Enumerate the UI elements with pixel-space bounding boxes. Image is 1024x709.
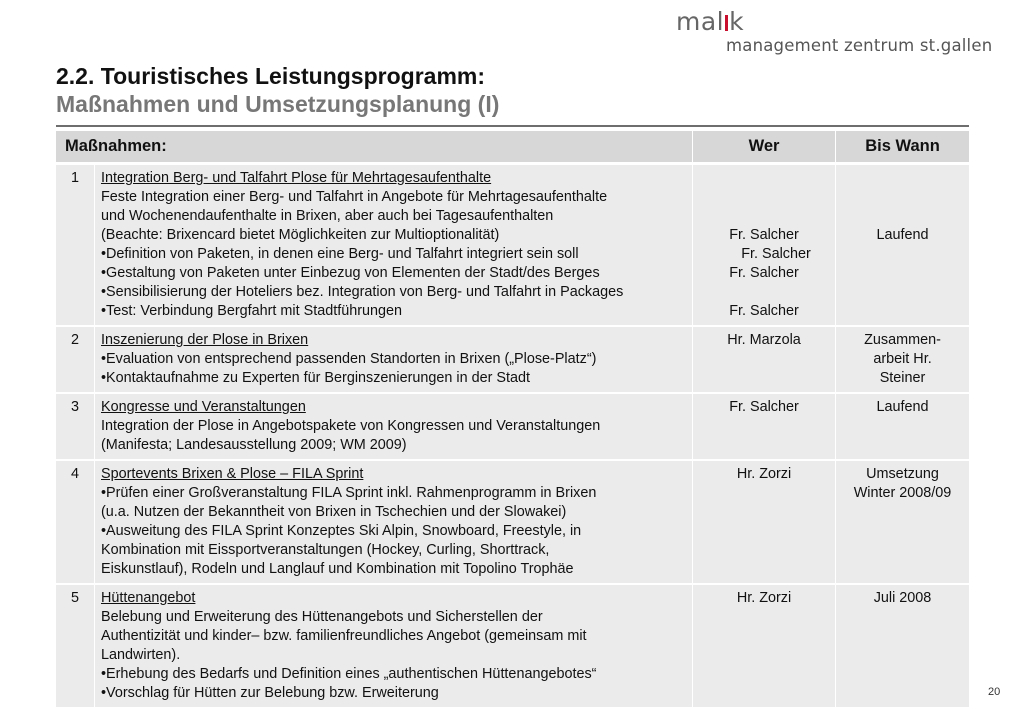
row-number: 5 [56,585,94,709]
row-bis-wann [835,327,969,394]
row-description [94,327,692,394]
row-bis-wann [835,165,969,327]
row-text-line: Authentizität und kinder– bzw. familienfreundliches Angebot (gemeinsam mit [101,628,587,644]
wer-line [699,169,829,188]
title-divider [56,125,969,127]
row-wer [692,165,835,327]
bis-line: Laufend [876,399,929,415]
row-text-line: Kombination mit Eissportveranstaltungen (Hockey, Curling, Shorttrack, [101,542,550,558]
row-text-line: •Evaluation von entsprechend passenden Standorten in Brixen („Plose-Platz“) [101,351,597,367]
row-text-line: (u.a. Nutzen der Bekanntheit von Brixen in Tschechien und der Slowakei) [101,504,567,520]
wer-line: Fr. Salcher [729,399,799,415]
header-wer: Wer [692,131,835,165]
row-text-line: •Sensibilisierung der Hoteliers bez. Integration von Berg- und Talfahrt in Packages [101,284,624,300]
wer-line: Hr. Zorzi [736,466,792,482]
row-bis-wann [835,461,969,585]
row-number: 3 [56,394,94,461]
wer-line: Fr. Salcher [729,265,799,281]
bis-line: Umsetzung [866,466,939,482]
row-text-line: Eiskunstlauf), Rodeln und Langlauf und Kombination mit Topolino Trophäe [101,561,574,577]
wer-line [699,207,829,226]
row-heading: Integration Berg- und Talfahrt Plose für Mehrtagesaufenthalte [101,170,492,186]
wer-line [699,188,829,207]
header-massnahmen: Maßnahmen: [56,131,692,165]
wer-line: Hr. Marzola [727,332,801,348]
bis-line [842,188,963,207]
bis-line: Laufend [876,227,929,243]
logo-wordmark [676,8,976,36]
row-text-line: und Wochenendaufenthalte in Brixen, aber auch bei Tagesaufenthalten [101,208,554,224]
row-description [94,394,692,461]
measures-table [56,131,969,709]
row-heading: Inszenierung der Plose in Brixen [101,332,309,348]
row-number: 1 [56,165,94,327]
table-header-row [56,131,969,165]
row-text-line: •Ausweitung des FILA Sprint Konzeptes Ski Alpin, Snowboard, Freestyle, in [101,523,582,539]
row-description [94,461,692,585]
row-heading: Hüttenangebot [101,590,196,606]
row-text-line: Belebung und Erweiterung des Hüttenangebots und Sicherstellen der [101,609,543,625]
logo-wordmark-post: k [729,7,745,36]
row-heading: Sportevents Brixen & Plose – FILA Sprint [101,466,364,482]
row-bis-wann [835,585,969,709]
row-number: 2 [56,327,94,394]
row-description [94,165,692,327]
wer-line: Fr. Salcher [729,227,799,243]
row-wer [692,461,835,585]
row-text-line: •Prüfen einer Großveranstaltung FILA Sprint inkl. Rahmenprogramm in Brixen [101,485,597,501]
table-row [56,165,969,327]
wer-line: Fr. Salcher [741,246,811,262]
row-bis-wann [835,394,969,461]
row-description [94,585,692,709]
bis-line [842,207,963,226]
bis-line: arbeit Hr. [873,351,932,367]
wer-line: Hr. Zorzi [736,590,792,606]
title-block [56,62,499,118]
table-row [56,327,969,394]
row-text-line: •Test: Verbindung Bergfahrt mit Stadtführungen [101,303,403,319]
table-row [56,461,969,585]
row-wer [692,394,835,461]
logo-subtitle: management zentrum st.gallen [726,36,993,55]
wer-line [699,283,829,302]
row-text-line: •Vorschlag für Hütten zur Belebung bzw. Erweiterung [101,685,439,701]
bis-line: Juli 2008 [873,590,932,606]
row-text-line: •Gestaltung von Paketen unter Einbezug von Elementen der Stadt/des Berges [101,265,600,281]
page-subtitle: Maßnahmen und Umsetzungsplanung (I) [56,91,500,117]
wer-line: Fr. Salcher [729,303,799,319]
table-row [56,394,969,461]
row-text-line: (Manifesta; Landesausstellung 2009; WM 2009) [101,437,407,453]
row-text-line: •Kontaktaufnahme zu Experten für Berginszenierungen in der Stadt [101,370,531,386]
page-number: 20 [988,686,1001,698]
row-heading: Kongresse und Veranstaltungen [101,399,306,415]
table-row [56,585,969,709]
header-bis-wann: Bis Wann [835,131,969,165]
row-text-line: •Erhebung des Bedarfs und Definition eines „authentischen Hüttenangebotes“ [101,666,597,682]
row-text-line: •Definition von Paketen, in denen eine Berg- und Talfahrt integriert sein soll [101,246,579,262]
row-text-line: Feste Integration einer Berg- und Talfahrt in Angebote für Mehrtagesaufenthalte [101,189,608,205]
bis-line [842,169,963,188]
bis-line: Winter 2008/09 [853,485,952,501]
logo-wordmark-pre: mal [676,7,725,36]
row-text-line: (Beachte: Brixencard bietet Möglichkeiten zur Multioptionalität) [101,227,500,243]
row-number: 4 [56,461,94,585]
page-title: 2.2. Touristisches Leistungsprogramm: [56,63,486,89]
row-wer [692,585,835,709]
bis-line: Zusammen- [864,332,941,348]
row-text-line: Landwirten). [101,647,181,663]
malik-logo [676,7,993,55]
row-wer [692,327,835,394]
row-text-line: Integration der Plose in Angebotspakete von Kongressen und Veranstaltungen [101,418,601,434]
bis-line: Steiner [879,370,926,386]
logo-red-bar [725,15,728,31]
